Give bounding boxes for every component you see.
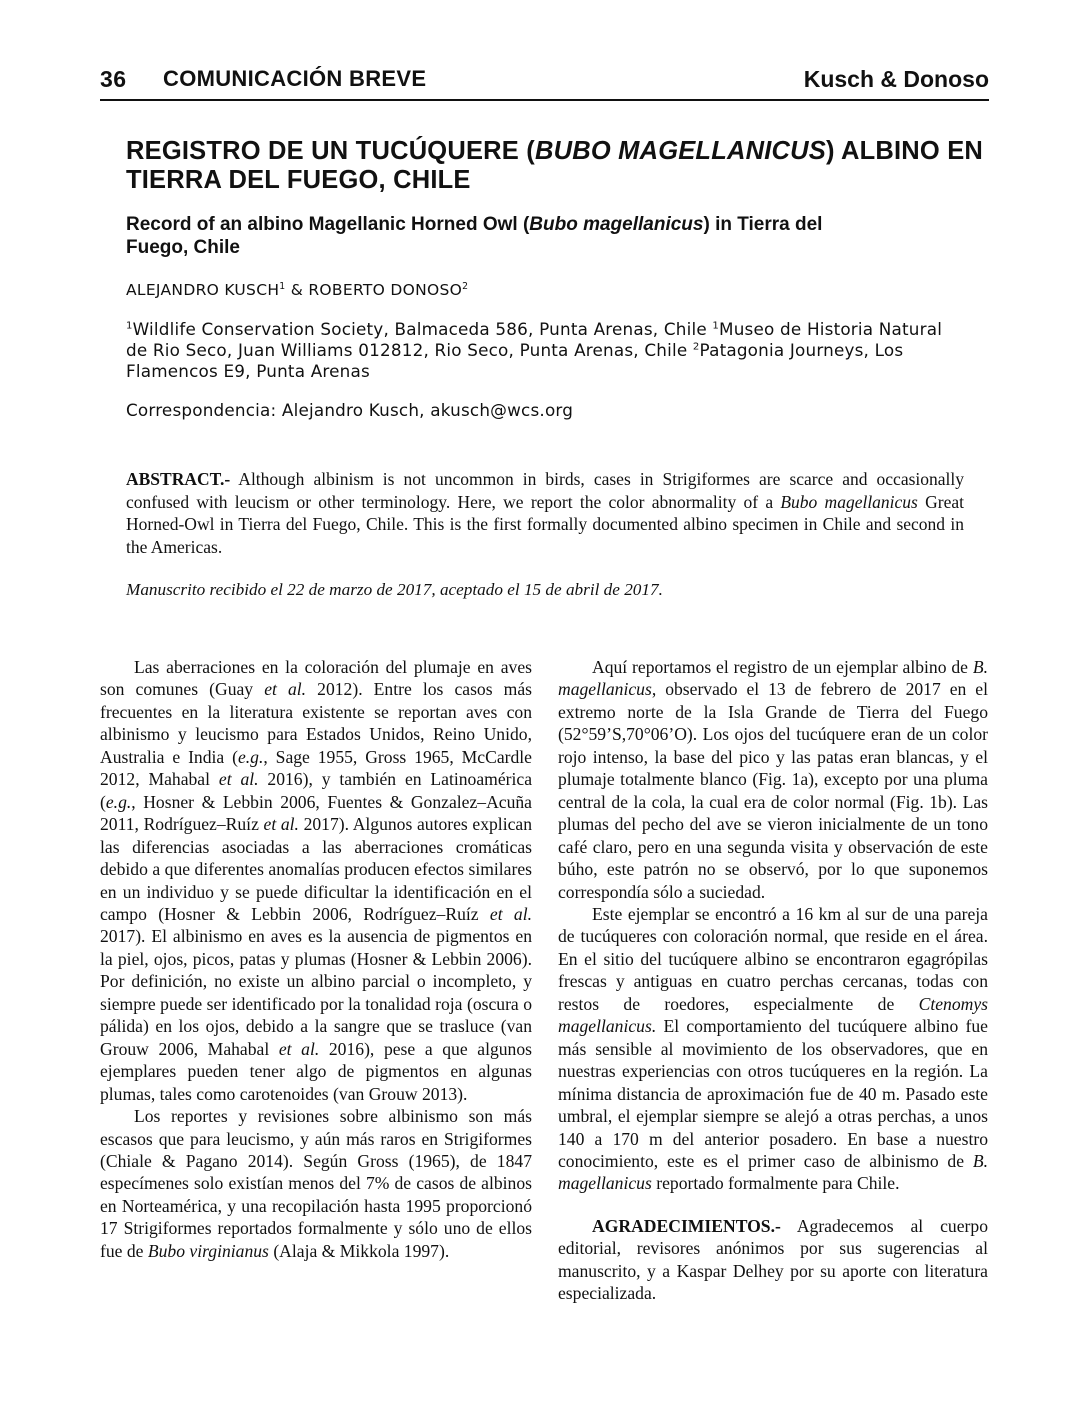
author-1: ALEJANDRO KUSCH (126, 281, 280, 299)
received-note: Manuscrito recibido el 22 de marzo de 2017, aceptado el 15 de abril de 2017. (126, 580, 663, 599)
text-run: 2017). Algunos autores explican las diferencias asociadas a las aberraciones cromáticas debido a que diferentes anomalías producen efectos similares en un individuo y se puede dificultar la identificación en el campo (Hosner & Lebbin 2006, Rodríguez–Ruíz (100, 814, 532, 924)
acknowledgements (558, 1215, 988, 1305)
subtitle-species: Bubo magellanicus (529, 214, 704, 235)
text-run: Las aberraciones en la coloración del plumaje en aves son comunes (Guay (100, 657, 532, 700)
italic-text-run: et al. (263, 814, 299, 835)
text-run: Este ejemplar se encontró a 16 km al sur de una pareja de tucúqueres con coloración normal, que reside en el área. En el sitio del tucúquere albino se encontraron egagrópilas frescas y antiguas en cuatro perchas cercanas, todas con restos de roedores, especialmente de (558, 903, 988, 1014)
author-line (126, 281, 468, 299)
italic-text-run: Ctenomys magellanicus. (558, 993, 988, 1037)
italic-text-run: e.g. (105, 791, 132, 812)
text-run: 2016), y también en Latinoamérica ( (100, 769, 533, 812)
text-run: El comportamiento del tucúquere albino fue más sensible al movimiento de los observadores, que en nuestras experiencias con otros tucúqueres en la región. La mínima distancia de aproximación fue de 40 m. Pasado este umbral, el ejemplar siempre se alejó a otras perchas, a unos 140 a 170 m del anterior posadero. En base a nuestro conocimiento, este es el primer caso de albinismo de (558, 1016, 988, 1171)
text-run: 2017). El albinismo en aves es la ausencia de pigmentos en la piel, ojos, picos, patas y plumas (Hosner & Lebbin 2006). Por definición, no existe un albino parcial o incompleto, y siempre puede ser identificado por la tonalidad roja (oscura o pálida) en los ojos, debido a la sangre que se trasluce (van Grouw 2006, Mahabal (100, 926, 532, 1059)
title-species: BUBO MAGELLANICUS (534, 137, 826, 165)
author-2: ROBERTO DONOSO (308, 281, 463, 299)
author-2-affil-mark: 2 (462, 280, 469, 292)
subtitle-text-2: ) in Tierra del Fuego, Chile (126, 214, 823, 258)
abstract-species: Bubo magellanicus (780, 491, 918, 512)
affiliations (126, 319, 966, 382)
italic-text-run: et al. (489, 903, 532, 924)
article-title (126, 137, 986, 195)
subtitle-text-1: Record of an albino Magellanic Horned Owl ( (126, 214, 530, 235)
body-paragraph (100, 1105, 532, 1262)
text-run: 2016), pese a que algunos ejemplares pueden tener algo de pigmentos en algunas plumas, tales como carotenoides (van Grouw 2013). (100, 1038, 532, 1104)
italic-text-run: Bubo virginianus (147, 1240, 269, 1261)
running-authors: Kusch & Donoso (803, 66, 989, 92)
italic-text-run: et al. (278, 1038, 320, 1059)
italic-text-run: e.g. (237, 746, 264, 767)
running-header (100, 66, 989, 96)
affil-b: Museo de Historia Natural de Rio Seco, Juan Williams 012812, Rio Seco, Punta Arenas, Chile (126, 319, 943, 360)
body-paragraph (558, 903, 988, 1195)
text-run: , Hosner & Lebbin 2006, Fuentes & Gonzalez–Acuña 2011, Rodríguez–Ruíz (100, 791, 532, 835)
text-run: Aquí reportamos el registro de un ejemplar albino de (592, 657, 973, 677)
abstract-heading: ABSTRACT.- (126, 469, 231, 489)
section-label: COMUNICACIÓN BREVE (163, 66, 427, 91)
page-number: 36 (100, 66, 127, 92)
text-run: , Sage 1955, Gross 1965, McCardle 2012, Mahabal (100, 746, 532, 790)
italic-text-run: B. magellanicus (558, 657, 988, 700)
abstract-text-2: Great Horned-Owl in Tierra del Fuego, Chile. This is the first formally documented albino specimen in Chile and second in the Americas. (126, 491, 964, 557)
acknowledgements-heading: AGRADECIMIENTOS.- (592, 1215, 781, 1236)
right-column (558, 656, 988, 1305)
affil-c: Patagonia Journeys, Los Flamencos E9, Punta Arenas (126, 340, 904, 381)
header-rule (100, 99, 989, 101)
title-text-2: ) ALBINO EN TIERRA DEL FUEGO, CHILE (126, 137, 984, 194)
affil-mark-a: 1 (126, 320, 133, 332)
affil-a: Wildlife Conservation Society, Balmaceda 586, Punta Arenas, Chile (132, 319, 713, 339)
text-run: , observado el 13 de febrero de 2017 en el extremo norte de la Isla Grande de Tierra del Fuego (52°59’S,70°06’O). Los ojos del tucúquere eran de un color rojo intenso, la base del pico y las patas eran blancas, y el plumaje totalmente blanco (Fig. 1a), excepto por una pluma central de la cola, la cual era de color normal (Fig. 1b). Las plumas del pecho del ave se vieron inicialmente de un tono café claro, pero en una segunda visita y observación de este búho, este patrón no se observó, por lo que suponemos correspondía sólo a suciedad. (558, 679, 988, 902)
left-column (100, 656, 532, 1262)
abstract-text-1: Although albinism is not uncommon in birds, cases in Strigiformes are scarce and occasionally confused with leucism or other terminology. Here, we report the color abnormality of a (126, 469, 964, 512)
author-1-affil-mark: 1 (279, 280, 286, 292)
text-run: (Alaja & Mikkola 1997). (268, 1240, 450, 1261)
correspondence: Correspondencia: Alejandro Kusch, akusch@wcs.org (126, 400, 574, 420)
title-text-1: REGISTRO DE UN TUCÚQUERE ( (126, 137, 535, 165)
abstract (126, 468, 964, 558)
author-separator: & (285, 281, 309, 299)
italic-text-run: et al. (264, 679, 307, 700)
article-subtitle (126, 213, 846, 259)
text-run: reportado formalmente para Chile. (651, 1173, 900, 1194)
text-run: 2012). Entre los casos más frecuentes en la literatura existente se reportan aves con albinismo y leucismo para Estados Unidos, Reino Unido, Australia e India ( (100, 679, 532, 767)
affil-mark-b: 1 (712, 320, 720, 332)
text-run: Los reportes y revisiones sobre albinismo son más escasos que para leucismo, y aún más raros en Strigiformes (Chiale & Pagano 2014). Según Gross (1965), de 1847 especímenes solo existían menos del 7% de casos de albinos en Norteamérica, y una recopilación hasta 1995 proporcionó 17 Strigiformes reportados formalmente y sólo uno de ellos fue de (100, 1106, 532, 1261)
body-paragraph (558, 656, 988, 903)
affil-mark-c: 2 (692, 341, 700, 353)
italic-text-run: et al. (218, 769, 259, 790)
italic-text-run: B. magellanicus (558, 1150, 988, 1194)
body-paragraph (100, 656, 532, 1105)
acknowledgements-text: Agradecemos al cuerpo editorial, revisores anónimos por sus sugerencias al manuscrito, y a Kaspar Delhey por su aporte con literatura especializada. (558, 1215, 988, 1304)
